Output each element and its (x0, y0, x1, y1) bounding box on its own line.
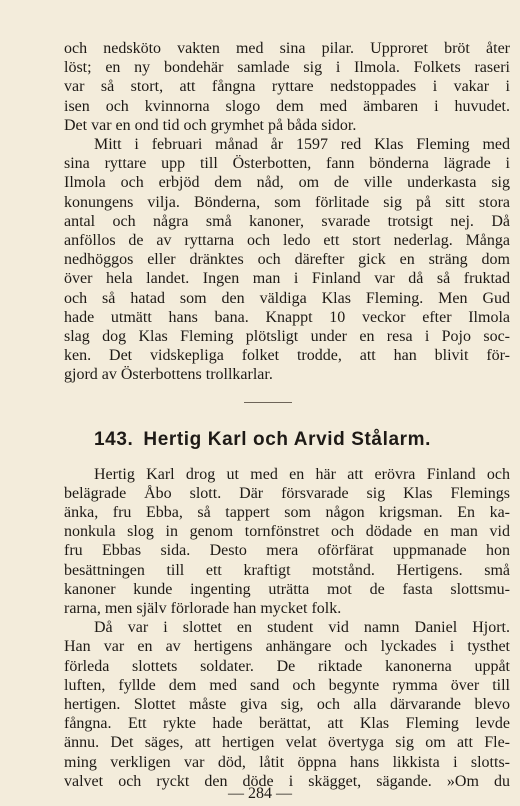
text-line: Då var i slottet en student vid namn Daniel Hjort. (94, 619, 510, 637)
page-number: — 284 — (228, 785, 292, 802)
text-line: Det var en ond tid och grymhet på båda sidor. (64, 116, 357, 134)
text-line: slag dog Klas Fleming plötsligt under en resa i Pojo soc- (64, 328, 510, 345)
text-line: nonkula slog in genom tornfönstret och dödade en man vid (64, 523, 510, 541)
section-divider (244, 402, 292, 403)
text-line: anföllos de av ryttarna och ledo ett stort nederlag. Många (64, 232, 510, 249)
text-line: förleda slottets soldater. De riktade kanonerna uppåt (64, 657, 510, 675)
text-line: ming verkligen var död, låtit öppna hans likkista i slotts- (64, 753, 510, 771)
text-line: Hertig Karl drog ut med en här att erövra Finland och (94, 465, 510, 483)
text-line: Mitt i februari månad år 1597 red Klas Fleming med (94, 136, 510, 153)
text-line: konungens vilja. Bönderna, som förlitade sig på sitt stora (64, 193, 510, 211)
text-line: rarna, men själv förlorade han mycket folk. (64, 600, 342, 617)
text-line: och så hatad som den väldiga Klas Fleming. Men Gud (64, 289, 510, 307)
text-line: Han var en av hertigens anhängare och lyckades i tysthet (64, 638, 510, 656)
text-line: hertigen. Slottet måste giva sig, och alla därvarande blevo (64, 696, 510, 713)
text-line: änka, fru Ebba, så tappert som någon krigsman. En ka- (64, 504, 510, 521)
text-line: ännu. Det säges, att hertigen velat övertyga sig om att Fle- (64, 734, 510, 752)
text-line: gjord av Österbottens trollkarlar. (64, 366, 273, 384)
text-line: fångna. Ett rykte hade berättat, att Klas Fleming levde (64, 715, 510, 733)
text-line: isen och kvinnorna slogo dem med ämbaren i huvudet. (64, 97, 510, 115)
text-line: hade utmätt hans bana. Knappt 10 veckor efter Ilmola (64, 308, 510, 326)
section-title: Hertig Karl och Arvid Stålarm. (143, 428, 431, 450)
text-line: besättningen till ett kraftigt motstånd. Hertigens. små (64, 561, 510, 579)
text-line: Ilmola och erbjöd dem nåd, om de ville underkasta sig (64, 174, 510, 192)
text-line: fru Ebbas sida. Desto mera oförfärat uppmanade hon (64, 542, 510, 560)
text-line: sina ryttare upp till Österbotten, fann bönderna lägrade i (64, 155, 510, 173)
text-line: belägrade Åbo slott. Där försvarade sig Klas Flemings (64, 484, 510, 502)
text-line: valvet och ryckt den döde i skägget, sägande. »Om du (64, 772, 510, 790)
text-line: nedhöggos eller dränktes och därefter gick en sträng dom (64, 251, 510, 269)
text-line: löst; en ny bondehär samlade sig i Ilmola. Folkets raseri (64, 59, 510, 77)
section-number: 143. (94, 428, 134, 450)
text-line: var så stort, att fångna ryttare nedstoppades i vakar i (64, 78, 510, 96)
text-line: kanoner kunde ingenting uträtta mot de fasta slottsmu- (64, 580, 510, 598)
text-line: luften, fyllde dem med sand och begynte rymma över till (64, 676, 510, 694)
text-line: och nedsköto vakten med sina pilar. Upproret bröt åter (64, 40, 510, 57)
text-line: över hela landet. Ingen man i Finland var då så fruktad (64, 270, 510, 288)
section-heading (94, 427, 510, 453)
text-line: antal och några små kanoner, svarade trotsigt nej. Då (64, 212, 510, 230)
text-line: ken. Det vidskepliga folket trodde, att han blivit för- (64, 347, 510, 365)
